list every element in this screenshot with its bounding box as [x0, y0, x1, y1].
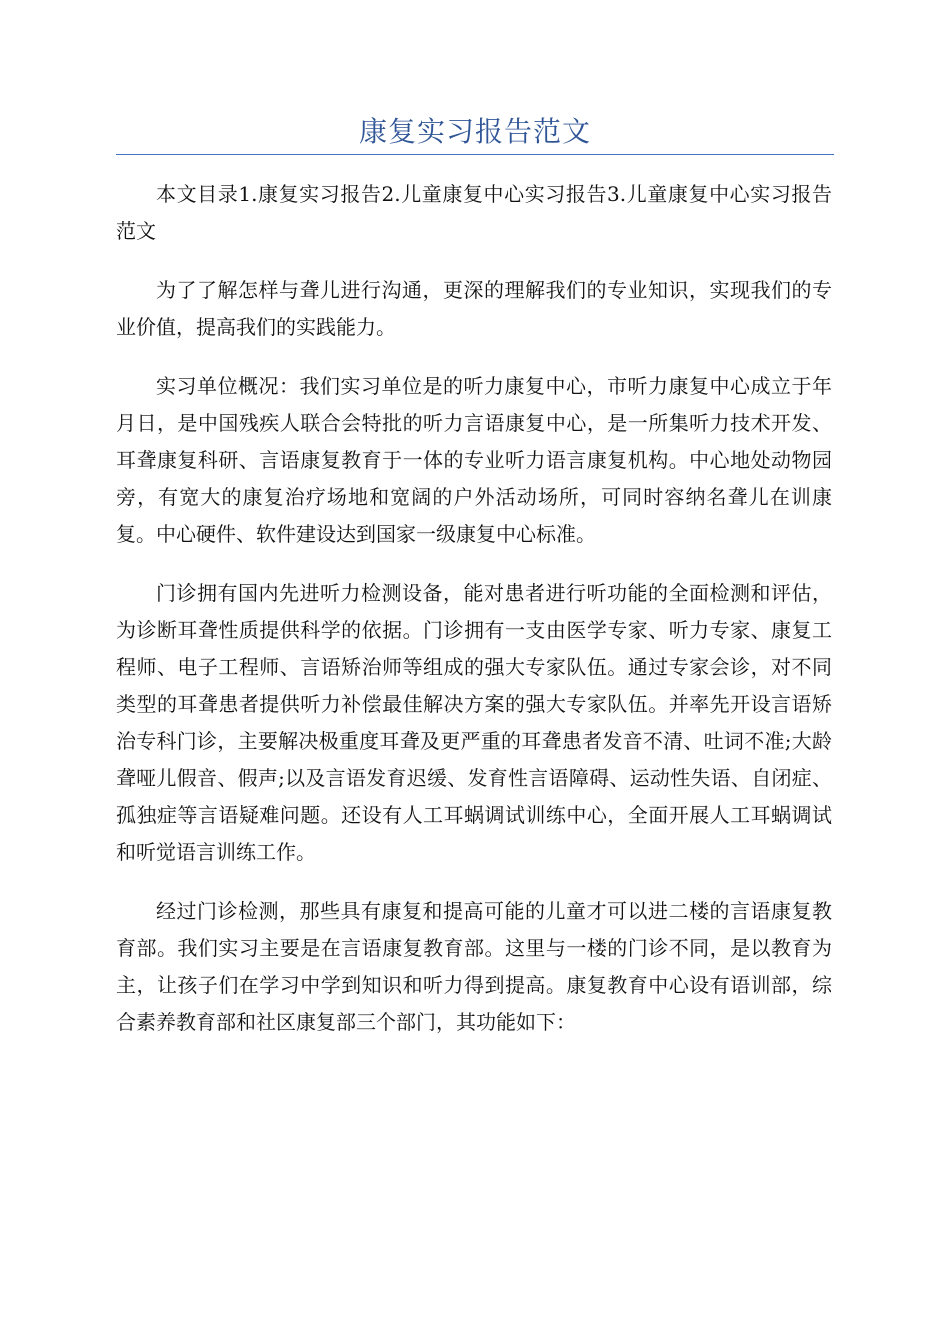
paragraph-education-department: 经过门诊检测，那些具有康复和提高可能的儿童才可以进二楼的言语康复教育部。我们实习主要是在言语康复教育部。这里与一楼的门诊不同，是以教育为主，让孩子们在学习中学到知识和听力得到提高。康复教育中心设有语训部，综合素养教育部和社区康复部三个部门，其功能如下：	[116, 899, 832, 1034]
paragraph-clinic: 门诊拥有国内先进听力检测设备，能对患者进行听功能的全面检测和评估，为诊断耳聋性质提供科学的依据。门诊拥有一支由医学专家、听力专家、康复工程师、电子工程师、言语矫治师等组成的强大专家队伍。通过专家会诊，对不同类型的耳聋患者提供听力补偿最佳解决方案的强大专家队伍。并率先开设言语矫治专科门诊，主要解决极重度耳聋及更严重的耳聋患者发音不清、吐词不准;大龄聋哑儿假音、假声;以及言语发育迟缓、发育性言语障碍、运动性失语、自闭症、孤独症等言语疑难问题。还设有人工耳蜗调试训练中心，全面开展人工耳蜗调试和听觉语言训练工作。	[116, 581, 832, 864]
document-title: 康复实习报告范文	[358, 115, 591, 148]
paragraph-table-of-contents: 本文目录1.康复实习报告2.儿童康复中心实习报告3.儿童康复中心实习报告范文	[116, 182, 832, 243]
title-underline	[116, 154, 834, 155]
document-body	[116, 176, 832, 1063]
paragraph-unit-overview: 实习单位概况：我们实习单位是的听力康复中心，市听力康复中心成立于年月日，是中国残疾人联合会特批的听力言语康复中心，是一所集听力技术开发、耳聋康复科研、言语康复教育于一体的专业听力语言康复机构。中心地处动物园旁，有宽大的康复治疗场地和宽阔的户外活动场所，可同时容纳名聋儿在训康复。中心硬件、软件建设达到国家一级康复中心标准。	[116, 374, 832, 546]
paragraph-purpose: 为了了解怎样与聋儿进行沟通，更深的理解我们的专业知识，实现我们的专业价值，提高我们的实践能力。	[116, 278, 832, 339]
